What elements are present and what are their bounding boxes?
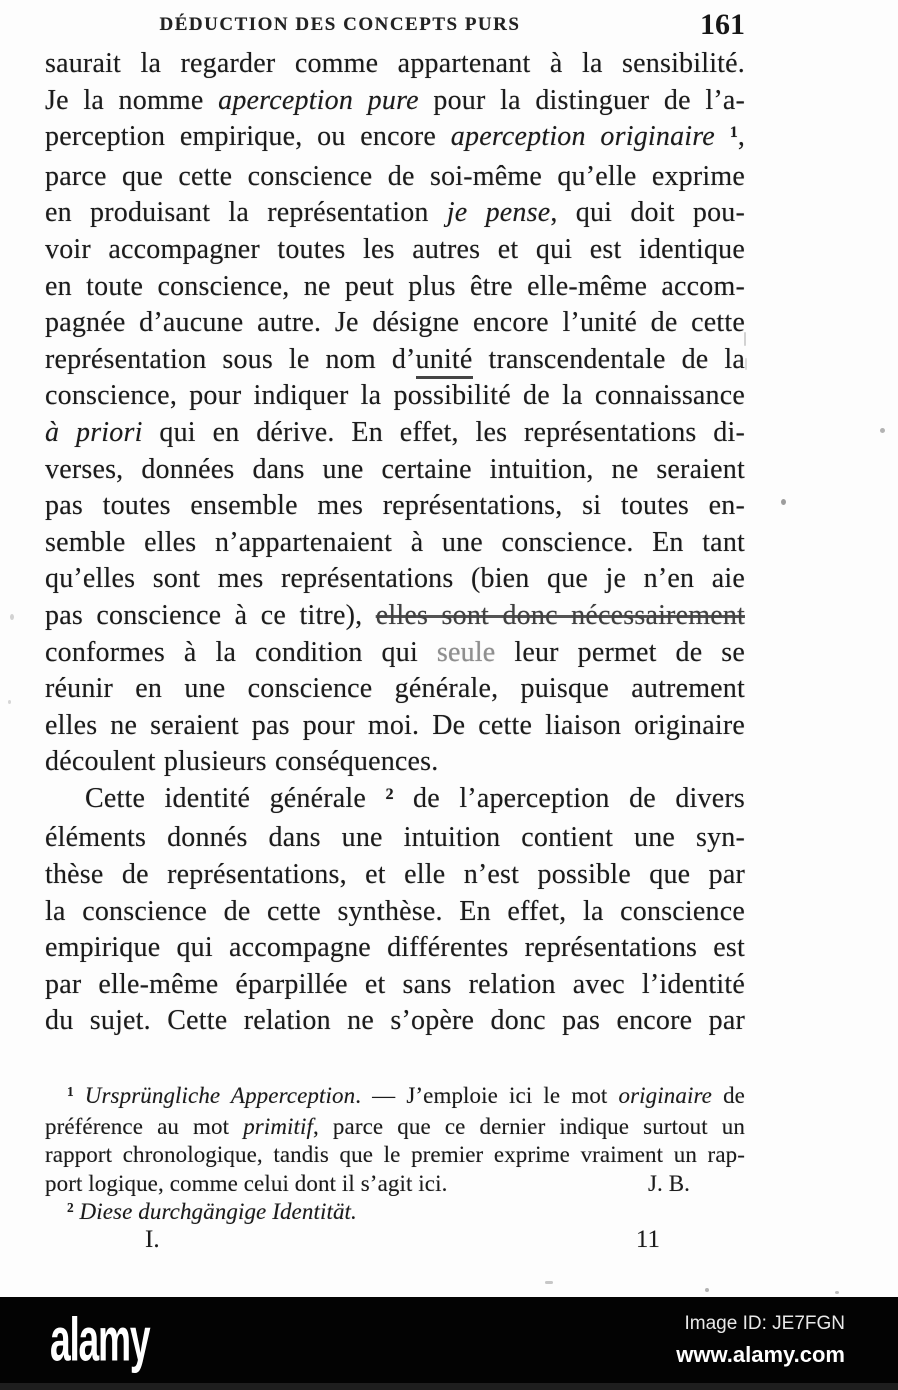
text-line: par elle-même éparpillée et sans relation avec l’identité	[45, 968, 745, 1000]
text-line: à priori qui en dérive. En effet, les représentations di-	[45, 416, 746, 448]
text-line: pas conscience à ce titre), elles sont donc nécessairement	[45, 599, 745, 631]
text-line: rapport chronologique, tandis que le premier exprime vraiment un rap-	[45, 1142, 745, 1168]
text-line: $^1$ Ursprüngliche Apperception. — J’emploie ici le mot originaire de	[67, 1083, 745, 1108]
scan-artifact	[705, 1288, 709, 1292]
text-line: parce que cette conscience de soi-même qu’elle exprime	[45, 160, 745, 192]
text-line: $^2$ Diese durchgängige Identität.	[67, 1198, 357, 1224]
volume-mark: I.	[145, 1226, 160, 1253]
watermark-info	[676, 1313, 845, 1368]
text-line: port logique, comme celui dont il s’agit ici. J. B.	[45, 1170, 745, 1198]
text-line: voir accompagner toutes les autres et qui est identique	[45, 233, 745, 265]
alamy-watermark-bar	[0, 1297, 898, 1390]
text-line: préférence au mot primitif, parce que ce dernier indique surtout un	[45, 1114, 746, 1140]
text-line: en toute conscience, ne peut plus être elle-même accom-	[45, 270, 745, 302]
scan-artifact	[545, 1281, 553, 1284]
text-line: empirique qui accompagne différentes représentations est	[45, 932, 745, 964]
text-line: la conscience de cette synthèse. En effet, la conscience	[45, 895, 745, 927]
translator-initials: J. B.	[647, 1170, 690, 1196]
text-line: semble elles n’appartenaient à une conscience. En tant	[45, 526, 745, 558]
image-id-label: Image ID: JE7FGN	[684, 1312, 845, 1334]
scan-artifact	[880, 428, 885, 433]
text-line: qu’elles sont mes représentations (bien que je n’en aie	[45, 563, 745, 595]
text-line: pas toutes ensemble mes représentations, si toutes en-	[45, 490, 745, 522]
text-line: verses, données dans une certaine intuition, ne seraient	[45, 453, 745, 485]
text-line: représentation sous le nom d’unité transcendentale de la	[45, 342, 745, 379]
alamy-logo: alamy	[50, 1305, 150, 1374]
signature-line	[45, 1226, 745, 1256]
text-line: éléments donnés dans une intuition contient une syn-	[45, 822, 745, 854]
text-line: perception empirique, ou encore aperception originaire $^1$,	[45, 121, 746, 153]
text-line: en produisant la représentation je pense, qui doit pou-	[45, 197, 745, 229]
scan-artifact	[835, 1291, 839, 1294]
text-line: conformes à la condition qui seule leur permet de se	[45, 636, 745, 668]
scan-artifact	[10, 614, 14, 620]
text-line: conscience, pour indiquer la possibilité de la connaissance	[45, 380, 745, 412]
scan-artifact	[8, 700, 11, 704]
scan-artifact	[781, 499, 786, 505]
text-line: elles ne seraient pas pour moi. De cette liaison originaire	[45, 709, 745, 741]
text-line: Cette identité générale $^2$ de l’aperception de divers	[85, 782, 745, 814]
running-head	[45, 8, 745, 42]
text-line: réunir en une conscience générale, puisque autrement	[45, 673, 745, 705]
scan-artifact	[744, 332, 746, 346]
text-line: saurait la regarder comme appartenant à la sensibilité.	[45, 48, 745, 79]
scan-artifact	[745, 358, 747, 370]
footnotes	[45, 1082, 745, 1229]
alamy-url: www.alamy.com	[676, 1341, 845, 1367]
text-line: découlent plusieurs conséquences.	[45, 746, 439, 778]
page-number: 161	[700, 8, 745, 41]
text-line: thèse de représentations, et elle n’est possible que par	[45, 859, 745, 891]
text-line: Je la nomme aperception pure pour la distinguer de l’a-	[45, 84, 746, 116]
sheet-number: 11	[635, 1226, 660, 1253]
text-line: pagnée d’aucune autre. Je désigne encore l’unité de cette	[45, 307, 745, 339]
body-text	[45, 46, 745, 1040]
text-line: du sujet. Cette relation ne s’opère donc pas encore par	[45, 1005, 745, 1037]
page-title: DÉDUCTION DES CONCEPTS PURS	[159, 14, 521, 35]
